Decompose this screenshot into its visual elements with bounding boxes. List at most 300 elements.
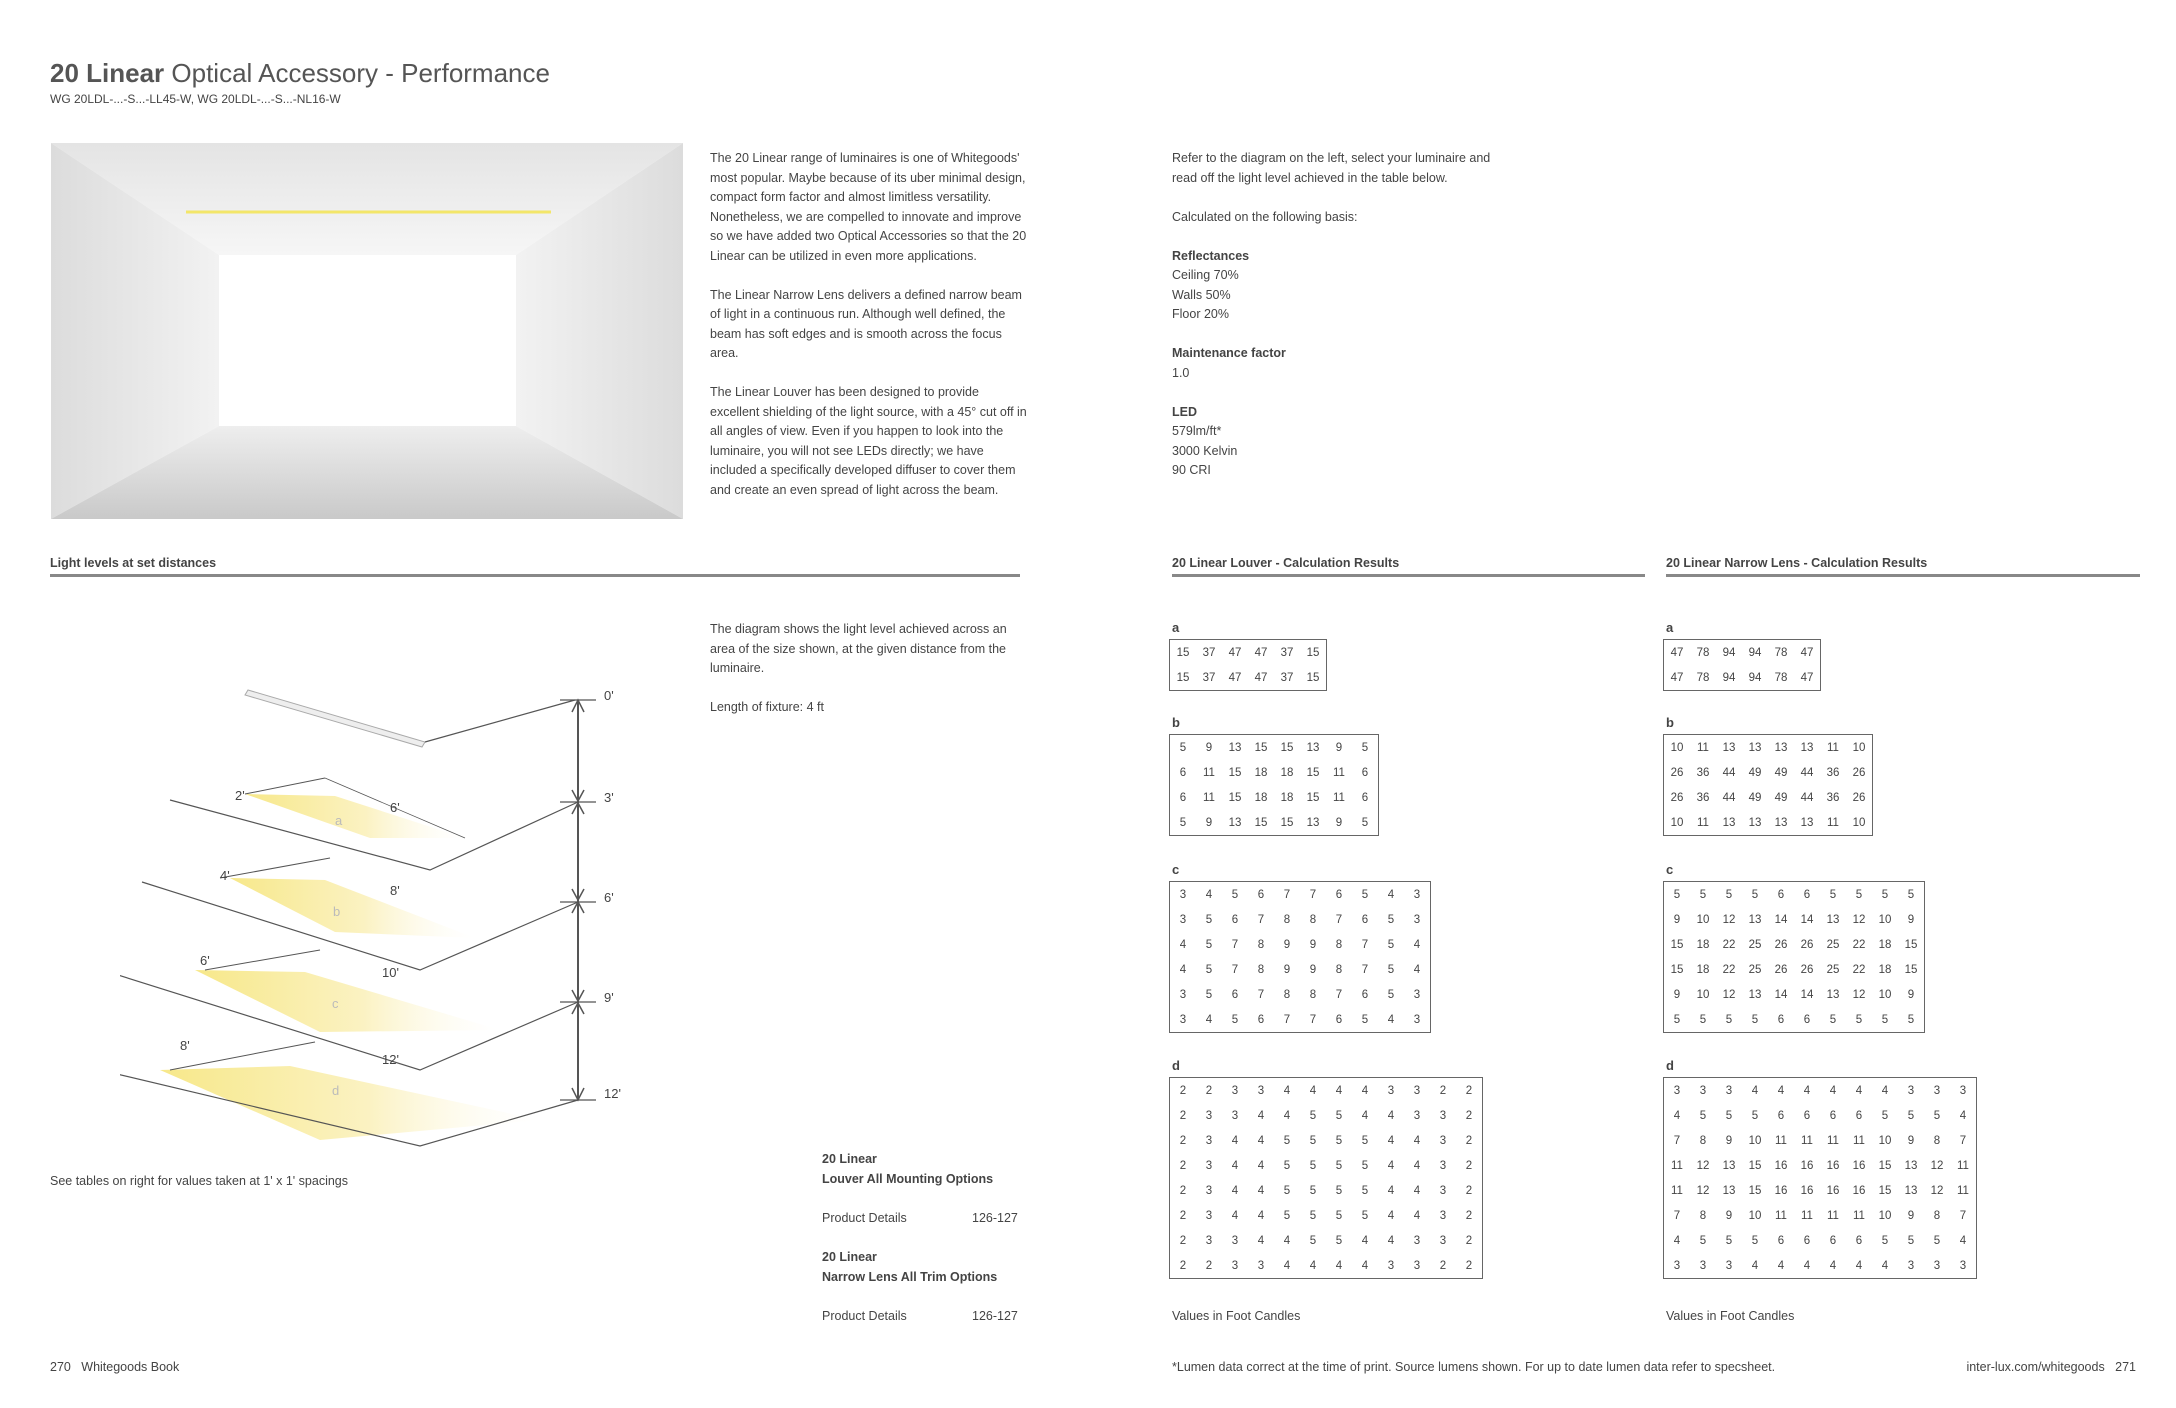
page-subtitle: WG 20LDL-...-S...-LL45-W, WG 20LDL-...-S...-NL16-W [50,92,341,106]
table-cell: 8 [1699,1134,1707,1147]
intro-p2: The Linear Narrow Lens delivers a defined narrow beam of light in a continuous run. Although well defined, the beam has soft edges and is smooth across the focus area. [710,287,1022,360]
table-cell: 2 [1465,1234,1473,1247]
table-cell: 47 [1228,646,1242,659]
table-cell: 10 [1852,816,1866,829]
led-cri: 90 CRI [1172,463,1211,477]
table-cell: 5 [1387,913,1395,926]
table-cell: 4 [1179,963,1187,976]
table-cell: 3 [1439,1209,1447,1222]
table-cell: 4 [1387,1109,1395,1122]
table-cell: 2 [1465,1184,1473,1197]
table-cell: 4 [1413,1209,1421,1222]
plane-a-length: 6' [390,800,400,815]
table-cell: 9 [1283,963,1291,976]
table-cell: 47 [1800,671,1814,684]
led-kelvin: 3000 Kelvin [1172,443,1238,458]
table-cell: 22 [1852,963,1866,976]
table-cell: 47 [1670,671,1684,684]
fixture-length: Length of fixture: 4 ft [710,700,824,714]
table-cell: 4 [1881,1084,1889,1097]
maintenance-heading: Maintenance factor [1172,346,1286,360]
table-cell: 3 [1387,1084,1395,1097]
table-cell: 47 [1254,671,1268,684]
table-row [1170,1253,1482,1278]
table-cell: 78 [1774,671,1788,684]
table-cell: 4 [1283,1109,1291,1122]
product-louver-subtitle: Louver All Mounting Options [822,1172,994,1186]
diagram-desc: The diagram shows the light level achieved across an area of the size shown, at the given distance from the luminaire. [710,622,1007,675]
table-cell: 7 [1959,1134,1967,1147]
table-cell: 3 [1231,1109,1239,1122]
table-cell: 7 [1309,888,1317,901]
table-cell: 78 [1696,671,1710,684]
table-cell: 10 [1670,816,1684,829]
page-number-right: 271 [2115,1360,2136,1374]
table-cell: 37 [1280,646,1294,659]
table-cell: 5 [1387,988,1395,1001]
table-cell: 2 [1465,1259,1473,1272]
table-cell: 11 [1775,1134,1787,1147]
table-cell: 4 [1751,1259,1759,1272]
table-row [1664,1078,1976,1103]
table-label-a: a [1666,620,1674,635]
table-cell: 44 [1800,766,1814,779]
table-row [1170,1228,1482,1253]
table-cell: 11 [1801,1209,1813,1222]
table-cell: 5 [1699,888,1707,901]
table-cell: 6 [1829,1109,1837,1122]
table-cell: 15 [1306,646,1320,659]
table-cell: 4 [1413,1159,1421,1172]
table-cell: 13 [1904,1159,1918,1172]
table-cell: 2 [1179,1084,1187,1097]
table-cell: 3 [1673,1259,1681,1272]
table-cell: 4 [1257,1209,1265,1222]
table-cell: 11 [1671,1159,1683,1172]
narrow-table-a [1663,639,1821,691]
table-cell: 3 [1699,1259,1707,1272]
table-cell: 9 [1907,1134,1915,1147]
table-cell: 5 [1205,938,1213,951]
table-cell: 36 [1826,766,1840,779]
table-cell: 13 [1748,816,1762,829]
table-cell: 15 [1904,963,1918,976]
table-cell: 5 [1387,938,1395,951]
table-cell: 5 [1309,1184,1317,1197]
reflectance-walls: Walls 50% [1172,287,1231,302]
narrow-table-b [1663,734,1873,836]
table-cell: 4 [1309,1084,1317,1097]
divider [50,574,1020,577]
table-cell: 6 [1257,1013,1265,1026]
table-cell: 5 [1725,1234,1733,1247]
table-cell: 26 [1852,791,1866,804]
table-cell: 3 [1699,1084,1707,1097]
table-cell: 12 [1852,913,1866,926]
table-cell: 5 [1751,1234,1759,1247]
table-cell: 13 [1774,816,1788,829]
louver-table-c [1169,881,1431,1033]
louver-table-d [1169,1077,1483,1279]
table-cell: 16 [1826,1159,1840,1172]
table-cell: 6 [1179,766,1187,779]
table-cell: 37 [1202,671,1216,684]
led-lumens: 579lm/ft* [1172,424,1222,438]
table-cell: 6 [1179,791,1187,804]
table-cell: 15 [1748,1184,1762,1197]
table-cell: 18 [1696,963,1710,976]
table-cell: 3 [1257,1084,1265,1097]
table-cell: 2 [1179,1109,1187,1122]
product-narrow-title: 20 Linear [822,1250,877,1264]
table-cell: 12 [1930,1184,1944,1197]
table-cell: 4 [1413,938,1421,951]
table-cell: 2 [1179,1209,1187,1222]
table-cell: 3 [1205,1134,1213,1147]
table-cell: 9 [1907,1209,1915,1222]
table-cell: 4 [1777,1084,1785,1097]
table-cell: 3 [1231,1259,1239,1272]
table-cell: 44 [1722,791,1736,804]
table-cell: 5 [1673,1013,1681,1026]
table-cell: 13 [1722,816,1736,829]
table-cell: 94 [1748,646,1762,659]
table-cell: 5 [1335,1134,1343,1147]
product-louver-title: 20 Linear [822,1152,877,1166]
table-cell: 8 [1257,963,1265,976]
table-cell: 4 [1855,1084,1863,1097]
table-row [1664,785,1872,810]
table-cell: 5 [1855,888,1863,901]
table-cell: 25 [1748,938,1762,951]
table-cell: 8 [1699,1209,1707,1222]
table-cell: 2 [1179,1134,1187,1147]
plane-c-width: 6' [200,953,210,968]
table-row [1664,882,1924,907]
plane-a-width: 2' [235,788,245,803]
table-cell: 13 [1722,1159,1736,1172]
table-cell: 25 [1826,963,1840,976]
table-cell: 10 [1748,1209,1762,1222]
table-cell: 11 [1203,766,1215,779]
table-cell: 49 [1774,766,1788,779]
table-cell: 5 [1231,1013,1239,1026]
table-cell: 11 [1333,766,1345,779]
table-cell: 26 [1774,963,1788,976]
table-cell: 3 [1439,1109,1447,1122]
table-cell: 25 [1748,963,1762,976]
table-cell: 4 [1803,1084,1811,1097]
table-cell: 37 [1202,646,1216,659]
table-row [1170,882,1430,907]
table-cell: 5 [1387,963,1395,976]
table-cell: 3 [1257,1259,1265,1272]
table-cell: 5 [1309,1159,1317,1172]
table-cell: 3 [1179,1013,1187,1026]
reflectances-heading: Reflectances [1172,248,1250,263]
table-cell: 7 [1673,1134,1681,1147]
table-cell: 5 [1725,888,1733,901]
table-row [1170,907,1430,932]
table-cell: 11 [1697,816,1709,829]
diagram-note: See tables on right for values taken at 1' x 1' spacings [50,1174,349,1188]
product-details-pages: 126-127 [972,1211,1018,1225]
table-row [1170,1178,1482,1203]
table-cell: 3 [1439,1184,1447,1197]
table-cell: 49 [1748,766,1762,779]
table-cell: 18 [1696,938,1710,951]
table-cell: 8 [1335,963,1343,976]
table-cell: 6 [1361,913,1369,926]
table-cell: 3 [1205,1109,1213,1122]
table-cell: 4 [1387,1234,1395,1247]
table-row [1170,932,1430,957]
height-label-3: 3' [604,790,614,805]
table-cell: 12 [1930,1159,1944,1172]
table-cell: 3 [1413,988,1421,1001]
table-row [1664,957,1924,982]
table-cell: 7 [1283,888,1291,901]
table-cell: 18 [1254,791,1268,804]
table-cell: 5 [1231,888,1239,901]
table-cell: 4 [1361,1109,1369,1122]
table-cell: 49 [1748,791,1762,804]
table-row [1664,907,1924,932]
table-cell: 5 [1725,1013,1733,1026]
table-cell: 18 [1878,963,1892,976]
table-cell: 10 [1878,1209,1892,1222]
table-cell: 25 [1826,938,1840,951]
table-cell: 4 [1179,938,1187,951]
table-cell: 4 [1335,1084,1343,1097]
table-cell: 5 [1205,988,1213,1001]
table-cell: 4 [1205,1013,1213,1026]
table-cell: 3 [1413,913,1421,926]
table-cell: 4 [1361,1259,1369,1272]
table-row [1664,640,1820,665]
table-cell: 5 [1907,1109,1915,1122]
table-cell: 22 [1852,938,1866,951]
table-cell: 13 [1722,1184,1736,1197]
table-cell: 4 [1309,1259,1317,1272]
table-cell: 9 [1309,938,1317,951]
table-row [1170,1153,1482,1178]
table-label-d: d [1172,1058,1180,1073]
table-row [1664,1103,1976,1128]
table-row [1170,1103,1482,1128]
table-cell: 2 [1205,1084,1213,1097]
table-cell: 44 [1722,766,1736,779]
table-cell: 5 [1309,1234,1317,1247]
table-cell: 5 [1725,1109,1733,1122]
table-cell: 6 [1361,791,1369,804]
table-cell: 11 [1697,741,1709,754]
table-cell: 5 [1335,1109,1343,1122]
table-cell: 3 [1413,888,1421,901]
plane-d-length: 12' [382,1052,399,1067]
table-cell: 13 [1306,741,1320,754]
table-cell: 16 [1774,1184,1788,1197]
plane-a-label: a [335,813,343,828]
table-cell: 26 [1852,766,1866,779]
table-cell: 3 [1673,1084,1681,1097]
reflectance-floor: Floor 20% [1172,307,1229,321]
table-row [1170,785,1378,810]
product-details-link[interactable]: Product Details [822,1309,907,1323]
table-cell: 4 [1959,1234,1967,1247]
table-row [1664,735,1872,760]
height-label-12: 12' [604,1086,621,1101]
table-cell: 5 [1361,1209,1369,1222]
table-cell: 3 [1205,1159,1213,1172]
table-cell: 26 [1670,766,1684,779]
table-cell: 4 [1387,1013,1395,1026]
table-cell: 6 [1231,913,1239,926]
table-cell: 5 [1179,741,1187,754]
table-label-a: a [1172,620,1180,635]
table-cell: 10 [1878,1134,1892,1147]
table-cell: 8 [1933,1209,1941,1222]
table-row [1170,810,1378,835]
table-cell: 3 [1725,1259,1733,1272]
table-row [1170,957,1430,982]
table-cell: 7 [1673,1209,1681,1222]
table-cell: 11 [1957,1159,1969,1172]
table-cell: 3 [1439,1159,1447,1172]
table-cell: 5 [1829,888,1837,901]
table-cell: 6 [1855,1109,1863,1122]
table-row [1664,1007,1924,1032]
table-cell: 15 [1280,816,1294,829]
table-cell: 5 [1361,1013,1369,1026]
table-cell: 2 [1179,1184,1187,1197]
table-cell: 15 [1280,741,1294,754]
table-cell: 5 [1881,888,1889,901]
table-cell: 16 [1852,1184,1866,1197]
table-cell: 3 [1205,1234,1213,1247]
table-cell: 13 [1774,741,1788,754]
table-row [1664,1253,1976,1278]
table-cell: 5 [1751,1013,1759,1026]
table-cell: 6 [1361,988,1369,1001]
table-cell: 36 [1696,791,1710,804]
table-cell: 5 [1881,1109,1889,1122]
footer-left [50,1360,179,1374]
table-cell: 9 [1335,741,1343,754]
table-cell: 10 [1670,741,1684,754]
narrow-table-c [1663,881,1925,1033]
louver-table-b [1169,734,1379,836]
table-cell: 14 [1774,988,1788,1001]
table-cell: 5 [1309,1134,1317,1147]
table-cell: 5 [1205,963,1213,976]
table-cell: 3 [1933,1084,1941,1097]
table-label-b: b [1172,715,1180,730]
table-cell: 3 [1907,1084,1915,1097]
table-cell: 4 [1413,1134,1421,1147]
table-cell: 36 [1696,766,1710,779]
table-cell: 3 [1725,1084,1733,1097]
room-illustration [51,143,683,519]
footer-right [1966,1360,2136,1374]
table-cell: 11 [1853,1209,1865,1222]
table-cell: 44 [1800,791,1814,804]
table-cell: 6 [1361,766,1369,779]
table-row [1170,1128,1482,1153]
table-cell: 4 [1803,1259,1811,1272]
table-cell: 5 [1673,888,1681,901]
table-cell: 5 [1205,913,1213,926]
table-cell: 36 [1826,791,1840,804]
table-cell: 6 [1777,1013,1785,1026]
table-cell: 4 [1881,1259,1889,1272]
table-cell: 6 [1231,988,1239,1001]
table-cell: 6 [1855,1234,1863,1247]
table-cell: 4 [1231,1209,1239,1222]
table-cell: 49 [1774,791,1788,804]
table-row [1664,1178,1976,1203]
table-cell: 18 [1878,938,1892,951]
table-cell: 15 [1748,1159,1762,1172]
table-cell: 2 [1179,1259,1187,1272]
table-cell: 4 [1673,1234,1681,1247]
table-cell: 10 [1696,913,1710,926]
intro-text [710,149,1030,520]
table-row [1664,982,1924,1007]
height-label-0: 0' [604,688,614,703]
table-cell: 5 [1699,1109,1707,1122]
table-cell: 4 [1257,1184,1265,1197]
table-cell: 5 [1881,1234,1889,1247]
table-cell: 4 [1855,1259,1863,1272]
table-cell: 26 [1800,963,1814,976]
table-cell: 26 [1800,938,1814,951]
table-cell: 15 [1254,741,1268,754]
table-cell: 3 [1231,1234,1239,1247]
maintenance-value: 1.0 [1172,365,1190,380]
table-cell: 8 [1335,938,1343,951]
product-details-link[interactable]: Product Details [822,1211,907,1225]
led-heading: LED [1172,404,1197,419]
plane-c-label: c [332,996,339,1011]
table-cell: 5 [1283,1134,1291,1147]
table-cell: 15 [1670,963,1684,976]
table-cell: 11 [1801,1134,1813,1147]
louver-table-a [1169,639,1327,691]
table-cell: 15 [1254,816,1268,829]
table-cell: 11 [1333,791,1345,804]
table-cell: 5 [1855,1013,1863,1026]
table-cell: 11 [1775,1209,1787,1222]
table-cell: 4 [1387,1134,1395,1147]
table-cell: 16 [1800,1159,1814,1172]
light-level-diagram [120,670,640,1150]
table-row [1170,760,1378,785]
plane-b-label: b [333,904,341,919]
table-label-b: b [1666,715,1674,730]
table-cell: 22 [1722,938,1736,951]
table-cell: 3 [1231,1084,1239,1097]
product-details-pages: 126-127 [972,1309,1018,1323]
plane-b-length: 8' [390,883,400,898]
website-link[interactable]: inter-lux.com/whitegoods [1966,1360,2105,1374]
table-cell: 18 [1280,791,1294,804]
table-cell: 8 [1283,913,1291,926]
table-cell: 13 [1748,988,1762,1001]
table-cell: 5 [1179,816,1187,829]
table-cell: 2 [1439,1084,1447,1097]
table-cell: 15 [1878,1159,1892,1172]
